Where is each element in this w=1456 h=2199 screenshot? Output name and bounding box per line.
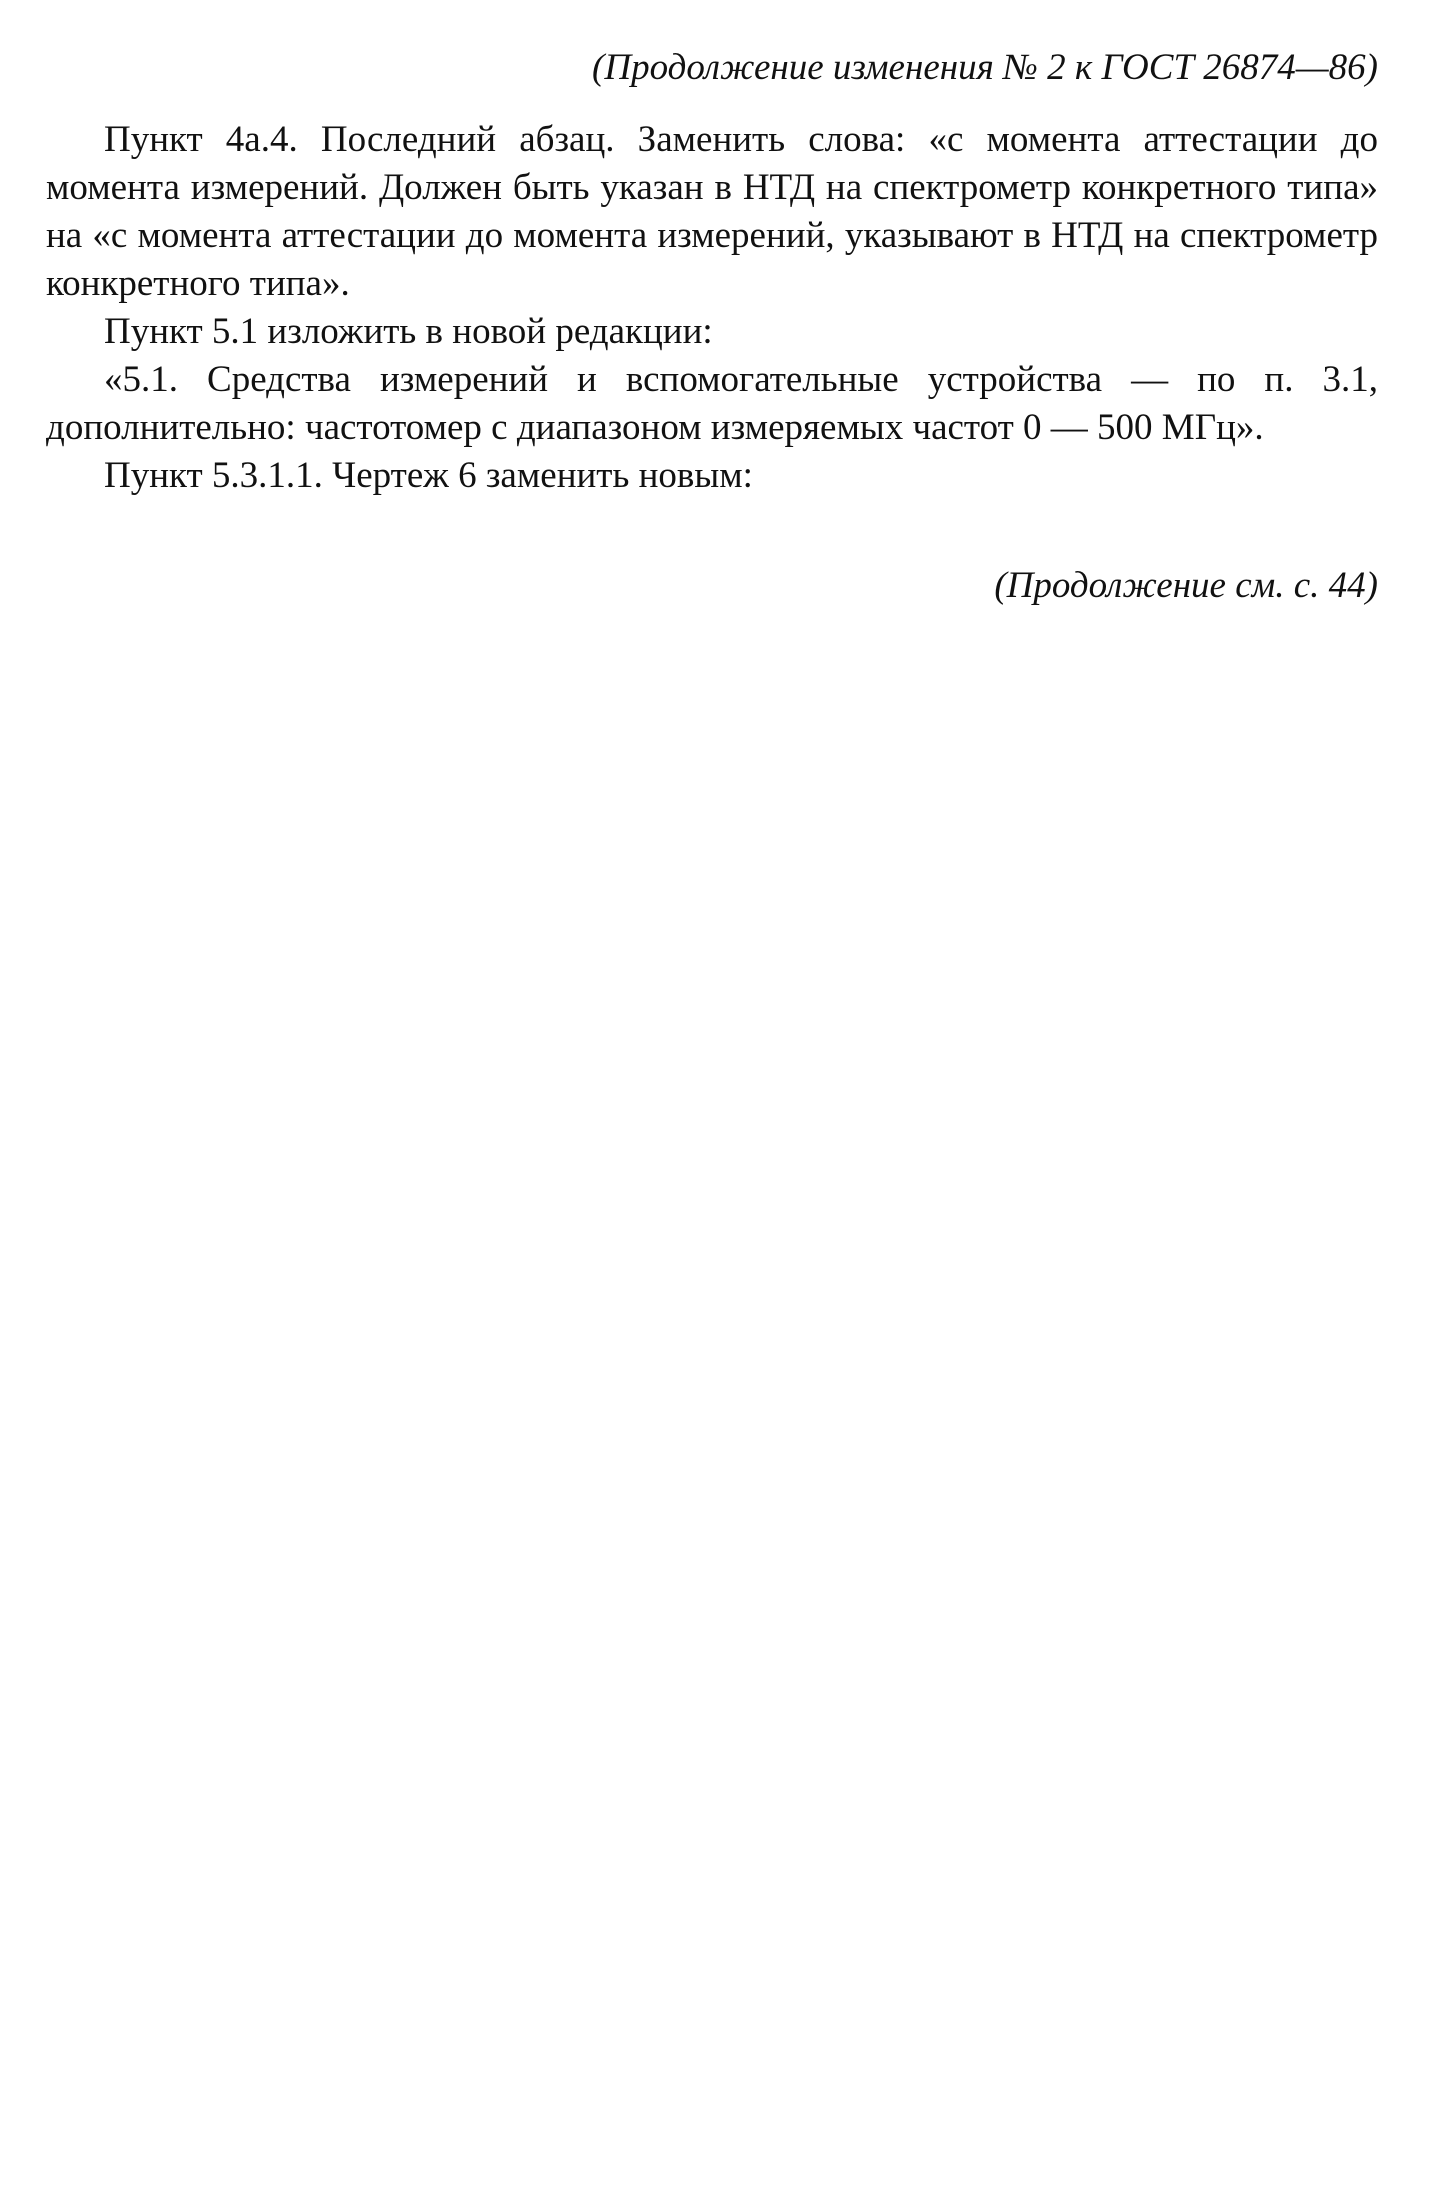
continuation-note: (Продолжение см. с. 44) xyxy=(994,565,1378,606)
document-body xyxy=(46,116,1378,500)
paragraph-item-4a4: Пункт 4а.4. Последний абзац. Заменить слова: «с момента аттестации до момента измерений. Должен быть указан в НТД на спектрометр конкретного типа» на «с момента аттестации до момента измерений, указывают в НТД на спектрометр конкретного типа». xyxy=(46,119,1378,304)
paragraph-item-5-3-1-1: Пункт 5.3.1.1. Чертеж 6 заменить новым: xyxy=(104,455,753,496)
document-page xyxy=(46,44,1378,610)
running-header: (Продолжение изменения № 2 к ГОСТ 26874—86) xyxy=(592,47,1378,88)
paragraph-item-5-1: Пункт 5.1 изложить в новой редакции: xyxy=(104,311,713,352)
paragraph-item-5-1-text: «5.1. Средства измерений и вспомогательные устройства — по п. 3.1, дополнительно: частотомер с диапазоном измеряемых частот 0 — 500 МГц». xyxy=(46,359,1378,448)
